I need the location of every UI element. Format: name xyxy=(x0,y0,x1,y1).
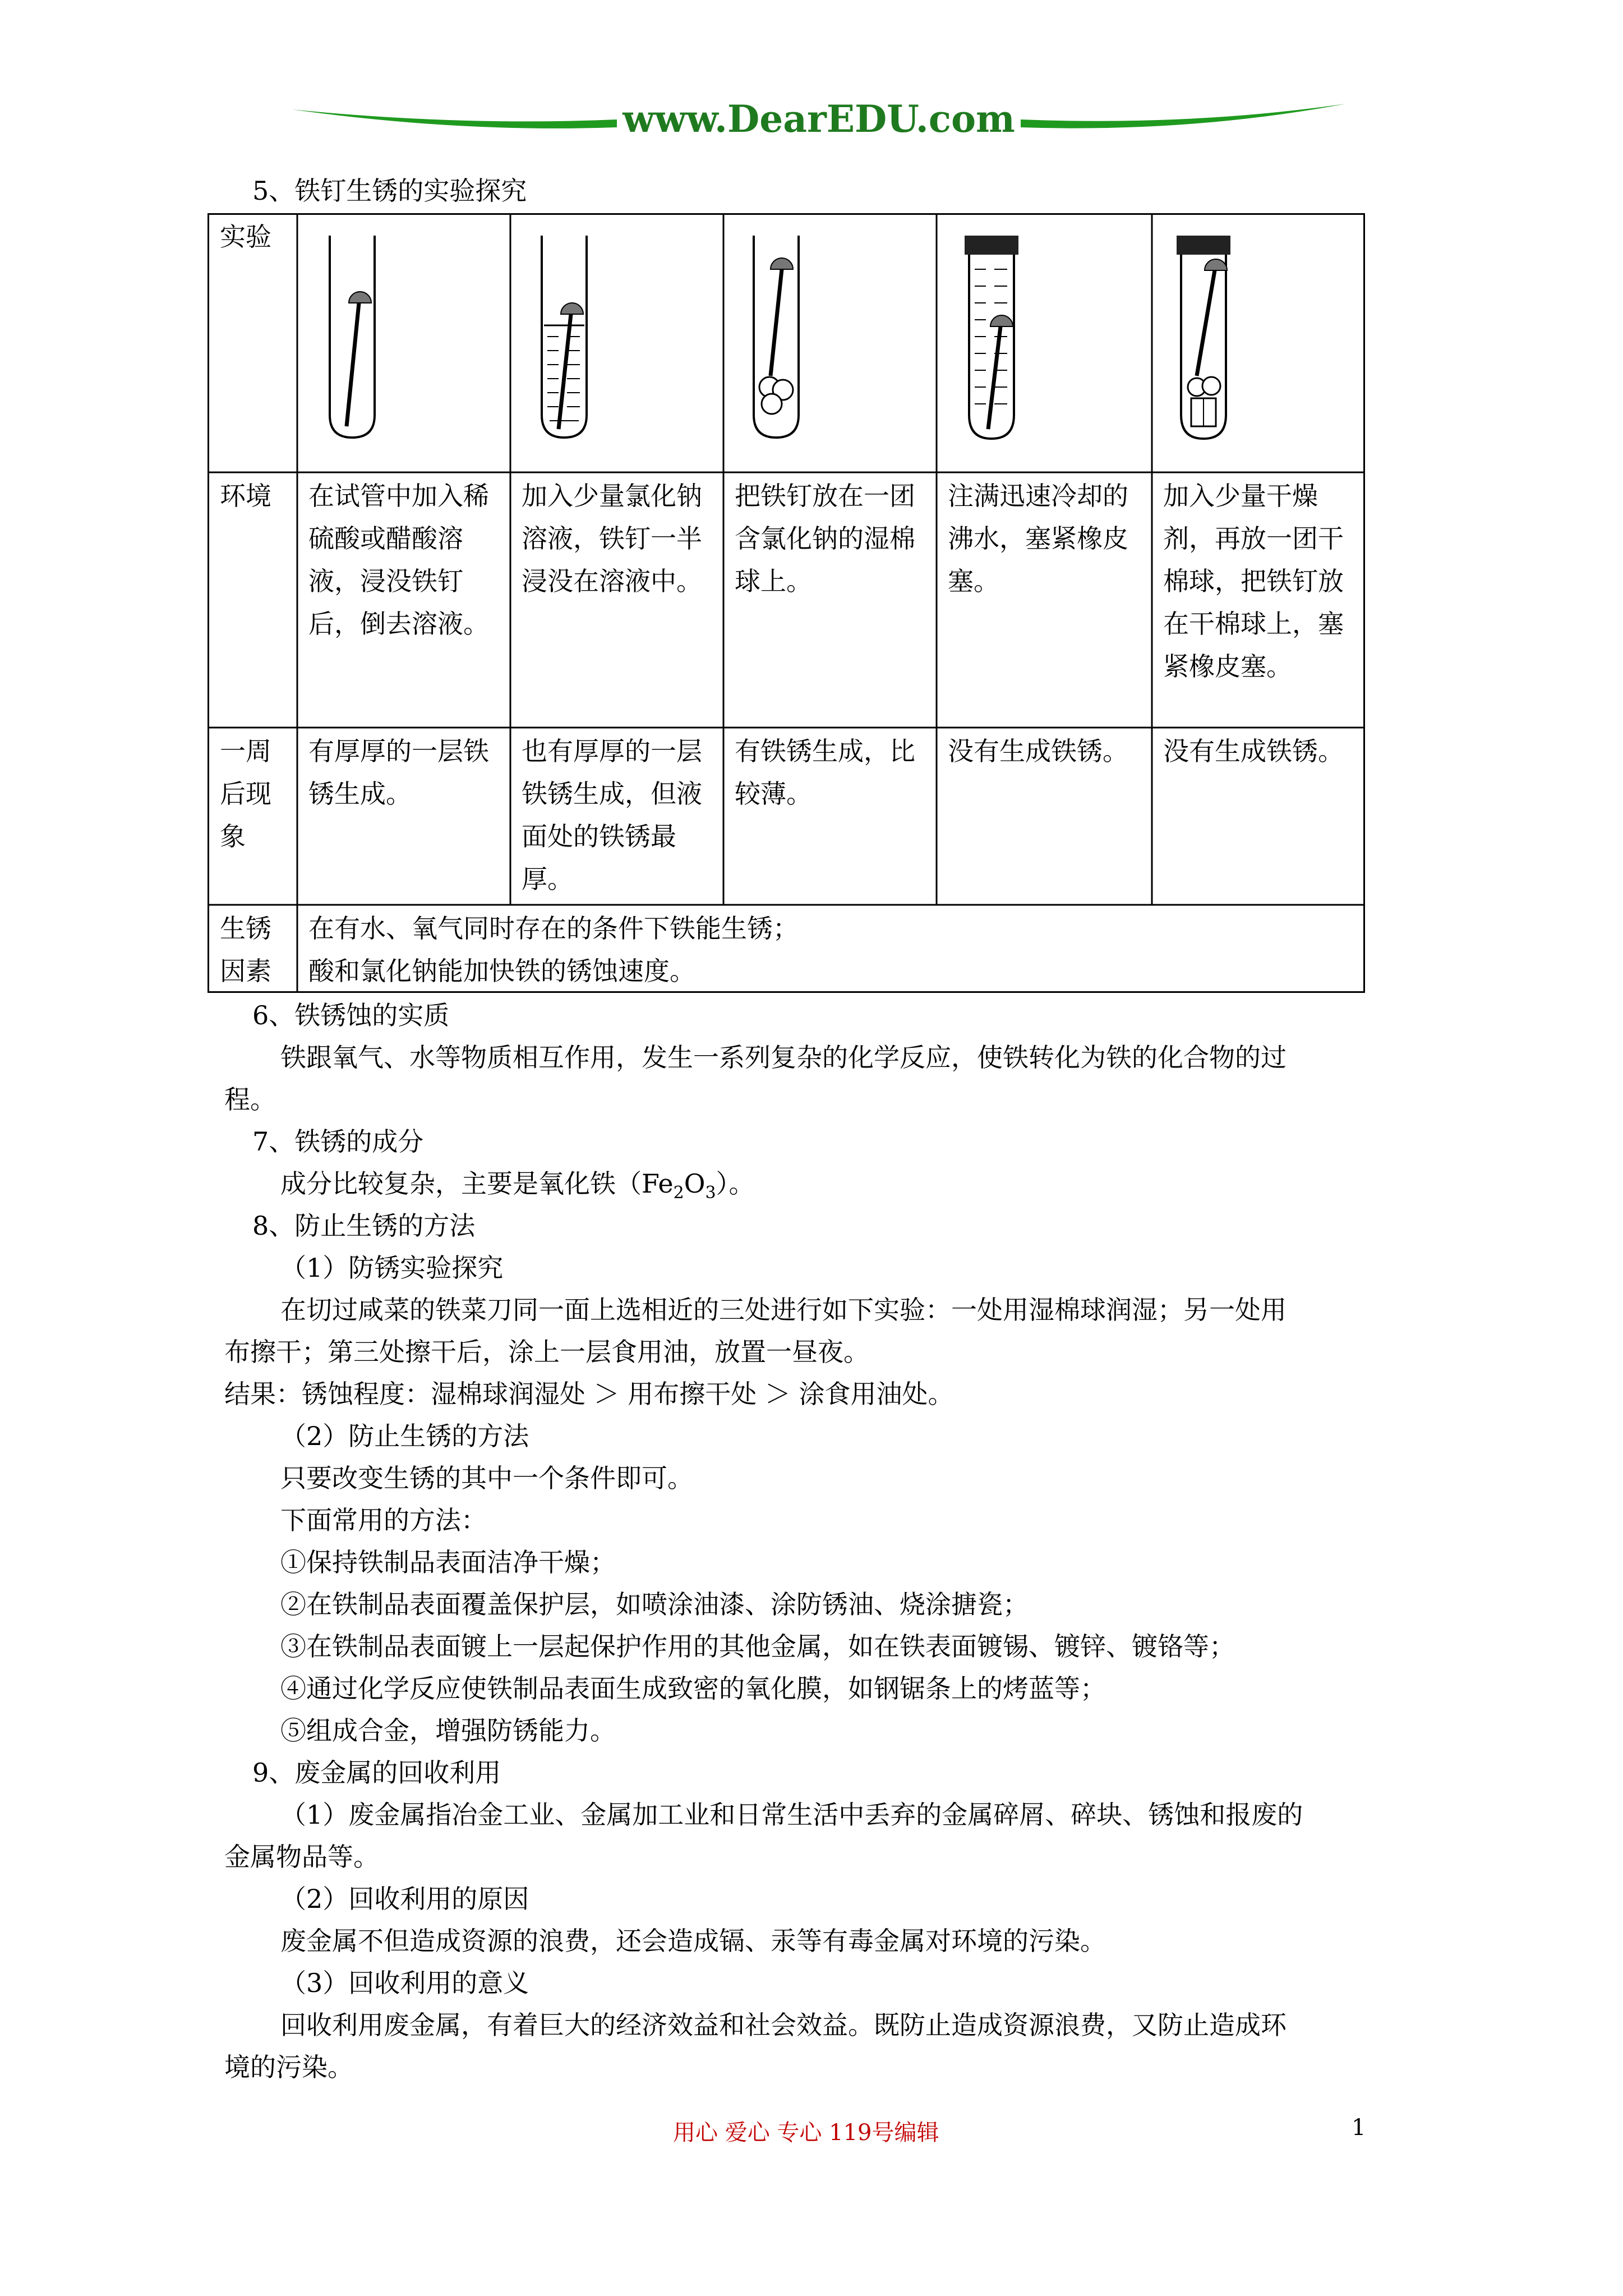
section6-line-2: 程。 xyxy=(224,1084,276,1115)
env-cell-1: 在试管中加入稀硫酸或醋酸溶液，浸没铁钉后，倒去溶液。 xyxy=(308,481,489,639)
factors-line-2: 酸和氯化钠能加快铁的锈蚀速度。 xyxy=(308,956,695,986)
section9-p1a: （1）废金属指冶金工业、金属加工业和日常生活中丢弃的金属碎屑、碎块、锈蚀和报废的 xyxy=(280,1800,1303,1830)
test-tube-illustrations xyxy=(208,213,1365,472)
phenomenon-cell-2: 也有厚厚的一层铁锈生成，但液面处的铁锈最厚。 xyxy=(522,736,702,894)
section8-result: 结果：锈蚀程度：湿棉球润湿处 ＞ 用布擦干处 ＞ 涂食用油处。 xyxy=(224,1379,954,1409)
section8-p1: 在切过咸菜的铁菜刀同一面上选相近的三处进行如下实验：一处用湿棉球润湿；另一处用 xyxy=(280,1295,1287,1325)
phenomenon-cell-1: 有厚厚的一层铁锈生成。 xyxy=(308,736,489,809)
test-tube-5-icon xyxy=(1177,236,1230,439)
section7-title: 7、铁锈的成分 xyxy=(252,1126,424,1157)
header-logo xyxy=(292,87,1346,149)
test-tube-2-icon xyxy=(542,236,587,438)
env-cell-2: 加入少量氯化钠溶液，铁钉一半浸没在溶液中。 xyxy=(522,481,702,596)
page-number: 1 xyxy=(1352,2115,1366,2141)
section8-sub1: （1）防锈实验探究 xyxy=(280,1253,504,1283)
section9-p3a: 回收利用废金属，有着巨大的经济效益和社会效益。既防止造成资源浪费，又防止造成环 xyxy=(280,2010,1287,2040)
section9-p2: 废金属不但造成资源的浪费，还会造成镉、汞等有毒金属对环境的污染。 xyxy=(280,1926,1106,1956)
method-item-5: ⑤组成合金，增强防锈能力。 xyxy=(280,1715,616,1746)
env-cell-4: 注满迅速冷却的沸水，塞紧橡皮塞。 xyxy=(948,481,1128,596)
section9-sub3: （3）回收利用的意义 xyxy=(280,1968,529,1998)
footer-text: 用心 爱心 专心 119号编辑 xyxy=(673,2120,939,2146)
label-phenomenon: 一周后现象 xyxy=(220,736,271,852)
env-cell-5: 加入少量干燥剂，再放一团干棉球，把铁钉放在干棉球上，塞紧橡皮塞。 xyxy=(1163,481,1344,682)
section6-line-1: 铁跟氧气、水等物质相互作用，发生一系列复杂的化学反应，使铁转化为铁的化合物的过 xyxy=(280,1042,1287,1073)
section8-p2: 布擦干；第三处擦干后，涂上一层食用油，放置一昼夜。 xyxy=(224,1337,869,1367)
experiment-table xyxy=(208,213,1365,993)
section6-title: 6、铁锈蚀的实质 xyxy=(252,1000,450,1030)
phenomenon-cell-3: 有铁锈生成，比较薄。 xyxy=(735,736,915,809)
logo-text: www.DearEDU.com xyxy=(623,97,1015,141)
section9-p3b: 境的污染。 xyxy=(224,2052,353,2082)
section8-sub2: （2）防止生锈的方法 xyxy=(280,1421,529,1451)
phenomenon-cell-4: 没有生成铁锈。 xyxy=(948,736,1128,766)
label-factors: 生锈因素 xyxy=(220,913,271,986)
section8-p4: 下面常用的方法： xyxy=(280,1505,487,1535)
label-experiment: 实验 xyxy=(220,222,271,252)
section9-p1b: 金属物品等。 xyxy=(224,1842,379,1872)
section8-p3: 只要改变生锈的其中一个条件即可。 xyxy=(280,1463,693,1493)
test-tube-1-icon xyxy=(330,236,375,438)
env-cell-3: 把铁钉放在一团含氯化钠的湿棉球上。 xyxy=(735,481,915,596)
section5-title: 5、铁钉生锈的实验探究 xyxy=(252,176,527,206)
label-environment: 环境 xyxy=(220,481,271,511)
method-item-2: ②在铁制品表面覆盖保护层，如喷涂油漆、涂防锈油、烧涂搪瓷； xyxy=(280,1589,1029,1619)
test-tube-3-icon xyxy=(754,236,799,438)
phenomenon-cell-5: 没有生成铁锈。 xyxy=(1163,736,1344,766)
section9-sub2: （2）回收利用的原因 xyxy=(280,1884,529,1914)
method-item-1: ①保持铁制品表面洁净干燥； xyxy=(280,1547,616,1577)
test-tube-4-icon xyxy=(965,236,1018,439)
method-item-4: ④通过化学反应使铁制品表面生成致密的氧化膜，如钢锯条上的烤蓝等； xyxy=(280,1673,1106,1704)
section9-title: 9、废金属的回收利用 xyxy=(252,1757,501,1788)
section7-text: 成分比较复杂，主要是氧化铁$(Fe_2O_3)$。 xyxy=(280,1168,755,1203)
method-item-3: ③在铁制品表面镀上一层起保护作用的其他金属，如在铁表面镀锡、镀锌、镀铬等； xyxy=(280,1631,1235,1662)
section8-title: 8、防止生锈的方法 xyxy=(252,1211,476,1241)
factors-line-1: 在有水、氧气同时存在的条件下铁能生锈； xyxy=(308,913,799,944)
